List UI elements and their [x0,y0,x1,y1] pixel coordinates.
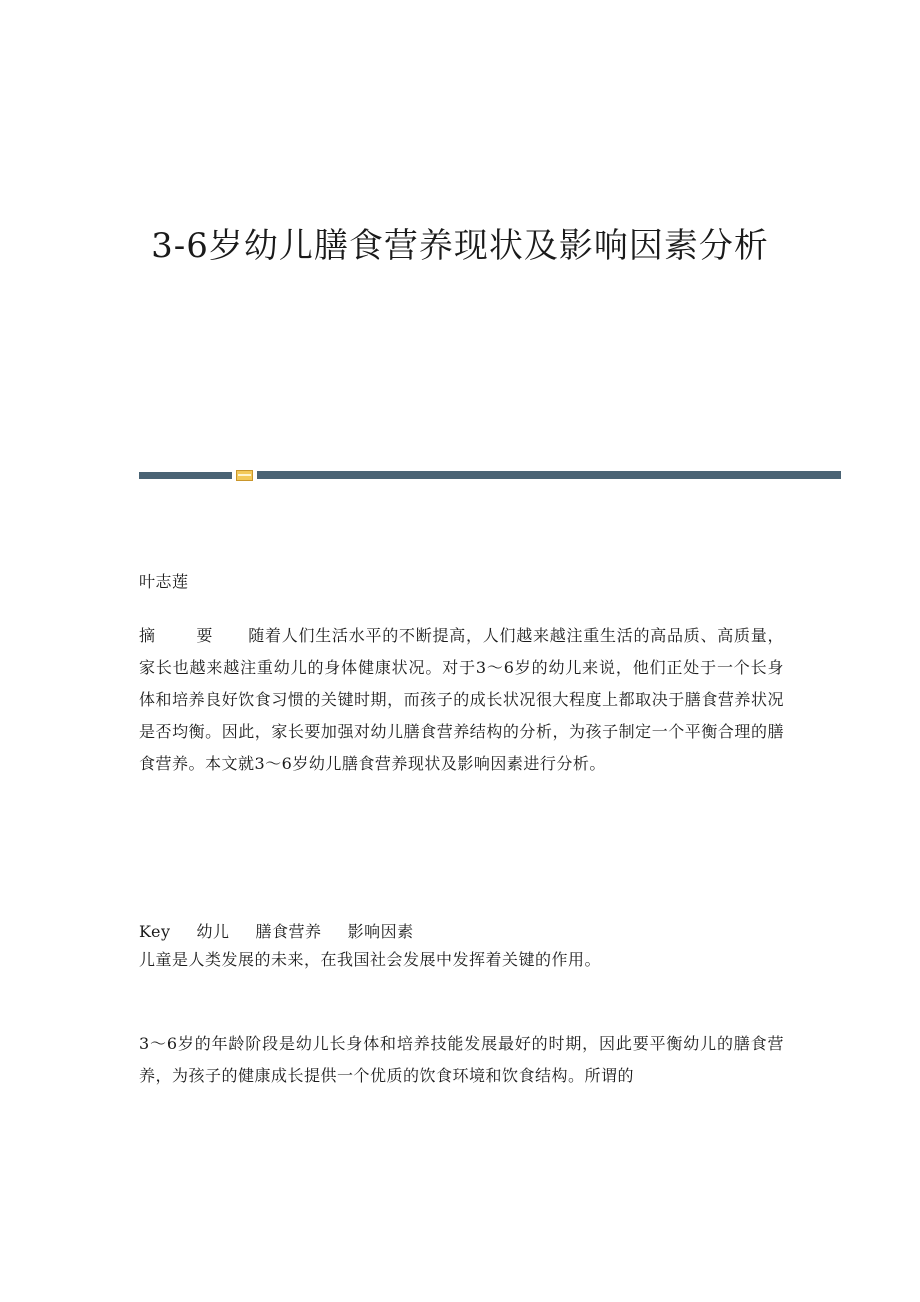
keyword-item: 影响因素 [347,922,414,941]
keyword-item: 幼儿 [196,922,230,941]
abstract-label-char-1: 摘 [139,626,156,645]
divider-bar-left [139,472,232,479]
document-title: 3-6岁幼儿膳食营养现状及影响因素分析 [151,226,769,266]
title-divider [139,468,841,482]
keywords-label: Key [139,922,171,941]
divider-bar-right [257,471,841,479]
body-paragraph: 儿童是人类发展的未来，在我国社会发展中发挥着关键的作用。 [139,950,602,969]
abstract [139,620,784,780]
abstract-text: 随着人们生活水平的不断提高，人们越来越注重生活的高品质、高质量，家长也越来越注重幼儿的身体健康状况。对于3～6岁的幼儿来说，他们正处于一个长身体和培养良好饮食习惯的关键时期，而孩子的成长状况很大程度上都取决于膳食营养状况是否均衡。因此，家长要加强对幼儿膳食营养结构的分析，为孩子制定一个平衡合理的膳食营养。本文就3～6岁幼儿膳食营养现状及影响因素进行分析。 [139,626,784,773]
keyword-item: 膳食营养 [255,922,322,941]
author-name: 叶志莲 [139,572,189,591]
body-paragraph: 3～6岁的年龄阶段是幼儿长身体和培养技能发展最好的时期，因此要平衡幼儿的膳食营养，为孩子的健康成长提供一个优质的饮食环境和饮食结构。所谓的 [139,1034,784,1085]
abstract-label [139,626,213,645]
envelope-icon [236,470,253,481]
abstract-label-char-2: 要 [196,626,213,645]
